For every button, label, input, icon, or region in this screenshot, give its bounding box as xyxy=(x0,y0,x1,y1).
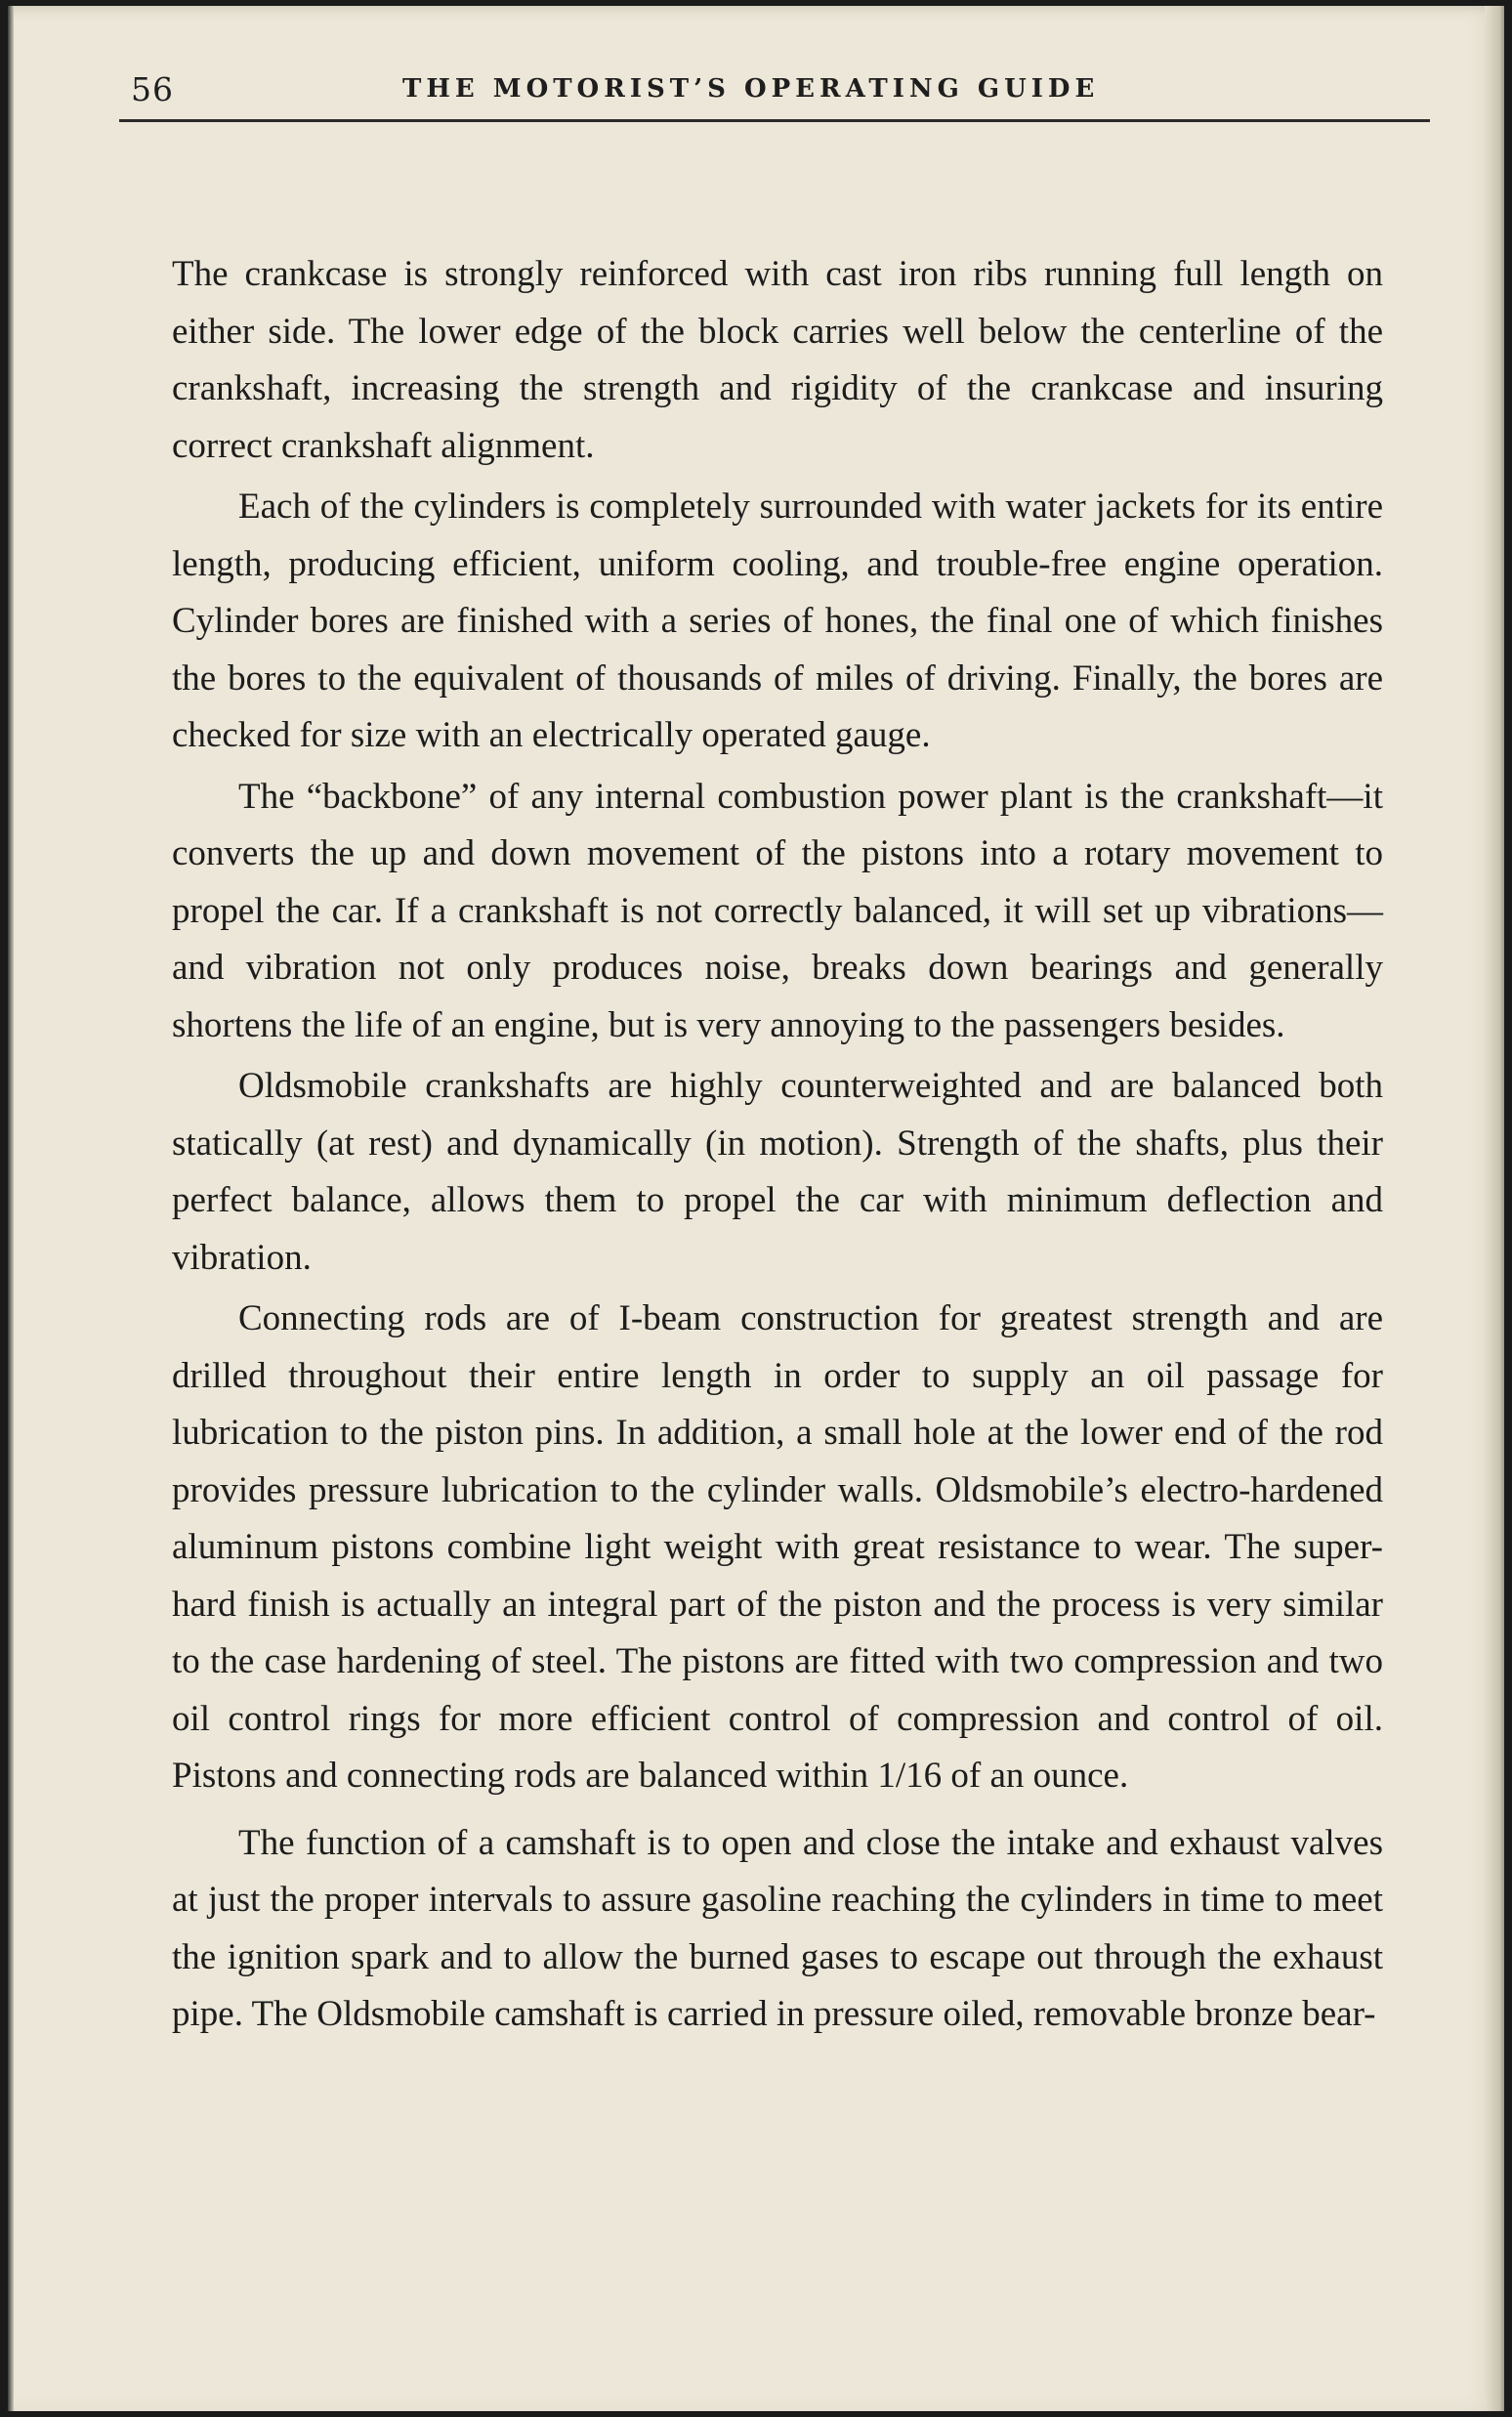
running-title: THE MOTORIST’S OPERATING GUIDE xyxy=(402,74,1100,104)
paragraph-crankshaft: The “backbone” of any internal combustion power plant is the crankshaft—it converts the up and down movement of the pistons into a rotary movement to propel the car. If a crankshaft is not correctly balanced, it will set up vibrations—and vibration not only produces noise, breaks down bearings and generally shortens the life of an engine, but is very annoying to the passengers besides. xyxy=(172,776,1383,1045)
paragraph-crankcase: The crankcase is strongly reinforced with cast iron ribs running full length on either side. The lower edge of the block carries well below the centerline of the crankshaft, increasing the strength and rigidity of the crankcase and insuring correct crankshaft alignment. xyxy=(172,254,1383,466)
page-binding-edge xyxy=(8,6,14,2411)
paragraph-cylinders: Each of the cylinders is completely surrounded with water jackets for its entire length, producing efficient, uniform cooling, and trouble-free engine operation. Cylinder bores are finished with a series of hones, the final one of which finishes the bores to the equivalent of thousands of miles of driving. Finally, the bores are checked for size with an electrically operated gauge. xyxy=(172,487,1383,755)
page-right-edge xyxy=(1485,6,1504,2411)
book-page xyxy=(8,6,1504,2411)
paragraph-camshaft: The function of a camshaft is to open and close the intake and exhaust valves at just the proper intervals to assure gasoline reaching the cylinders in time to meet the ignition spark and to allow the burned gases to escape out through the exhaust pipe. The Oldsmobile camshaft is carried in pressure oiled, removable bronze bear- xyxy=(172,1822,1383,2034)
paragraph-counterweights: Oldsmobile crankshafts are highly counterweighted and are balanced both statically (at rest) and dynamically (in motion). Strength of the shafts, plus their perfect balance, allows them to propel the car with minimum deflection and vibration. xyxy=(172,1066,1383,1278)
page-number: 56 xyxy=(131,70,174,108)
paragraph-connecting-rods: Connecting rods are of I-beam construction for greatest strength and are drilled throughout their entire length in order to supply an oil passage for lubrication to the piston pins. In addition, a small hole at the lower end of the rod provides pressure lubrication to the cylinder walls. Oldsmobile’s electro-hardened aluminum pistons combine light weight with great resistance to wear. The super-hard finish is actually an integral part of the piston and the process is very similar to the case hardening of steel. The pistons are fitted with two compression and two oil control rings for more efficient control of compression and control of oil. Pistons and connecting rods are balanced within 1/16 of an ounce. xyxy=(172,1298,1383,1796)
page-header xyxy=(119,64,1430,122)
body-text xyxy=(172,246,1383,2048)
